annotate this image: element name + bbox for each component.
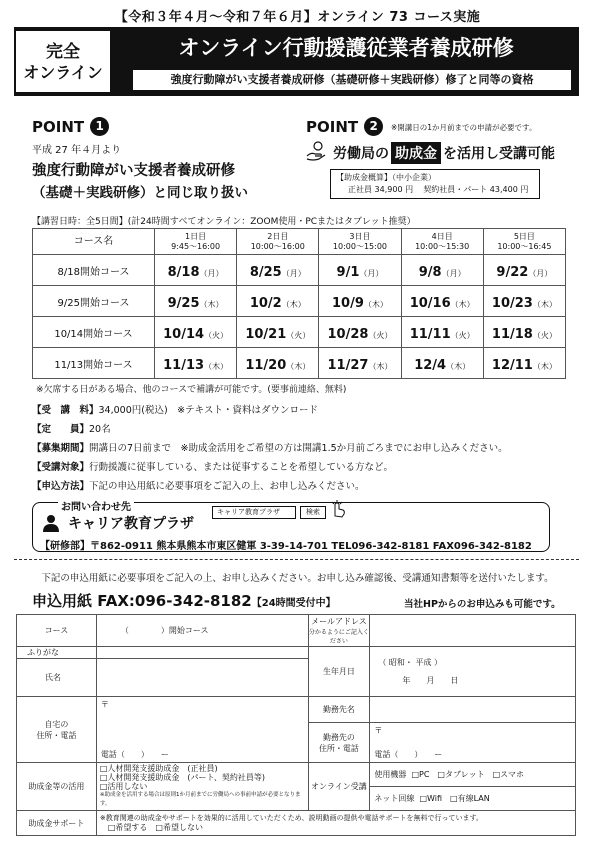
header-tagline: 【令和３年４月～令和７年６月】オンライン 73 コース実施 bbox=[114, 10, 481, 25]
date-cell: 10/14（火） bbox=[155, 317, 237, 348]
date-cell: 10/2（木） bbox=[237, 286, 319, 317]
day-header: 1日目 9:45～16:00 bbox=[155, 229, 237, 255]
course-field[interactable]: （ ）開始コース bbox=[96, 615, 308, 647]
day-header: 4日目 10:00～15:30 bbox=[401, 229, 483, 255]
home-label: 自宅の 住所・電話 bbox=[17, 697, 97, 763]
birth-field[interactable]: （ 昭和・ 平成 ） 年 月 日 bbox=[370, 647, 576, 697]
search-button[interactable]: 検索 bbox=[300, 506, 326, 519]
date-cell: 9/1（月） bbox=[319, 255, 401, 286]
course-name: 10/14開始コース bbox=[33, 317, 155, 348]
fee-line: 【受 講 料】34,000円(税込) ※テキスト・資料はダウンロード bbox=[32, 405, 318, 416]
person-icon bbox=[42, 514, 60, 532]
contact-heading: お問い合わせ先 bbox=[58, 498, 134, 513]
subsidy-amount-box bbox=[330, 169, 540, 199]
work-address-field[interactable]: 〒 電話（ ） ー bbox=[370, 723, 576, 763]
cut-line bbox=[14, 559, 579, 560]
course-name: 9/25開始コース bbox=[33, 286, 155, 317]
email-field[interactable] bbox=[370, 615, 576, 647]
course-name: 11/13開始コース bbox=[33, 348, 155, 379]
table-row bbox=[33, 255, 566, 286]
workplace-field[interactable] bbox=[370, 697, 576, 723]
schedule-caption: 【講習日時：全5日間】(計24時間すべてオンライン：ZOOM使用・PCまたはタブレット推奨） bbox=[32, 217, 416, 227]
target-line: 【受講対象】行動援護に従事している、または従事することを希望している方など。 bbox=[32, 462, 394, 473]
table-row bbox=[33, 317, 566, 348]
network-row[interactable]: ネット回線 □Wifi □有線LAN bbox=[370, 787, 576, 811]
date-cell: 10/9（木） bbox=[319, 286, 401, 317]
birth-label: 生年月日 bbox=[308, 647, 370, 697]
company-name: キャリア教育プラザ bbox=[68, 516, 194, 532]
point2-heading bbox=[306, 117, 383, 136]
date-cell: 11/27（木） bbox=[319, 348, 401, 379]
subsidy-label: 助成金等の活用 bbox=[17, 763, 97, 811]
office-address: 【研修部】〒862-0911 熊本県熊本市東区健軍 3-39-14-701 TEL096-342-8181 FAX096-342-8182 bbox=[40, 541, 532, 552]
date-cell: 11/11（火） bbox=[401, 317, 483, 348]
search-input[interactable]: キャリア教育プラザ bbox=[212, 506, 296, 519]
point2-text-after: を活用し受講可能 bbox=[443, 146, 555, 162]
date-cell: 10/21（火） bbox=[237, 317, 319, 348]
date-cell: 9/22（月） bbox=[483, 255, 565, 286]
furigana-label: ふりがな bbox=[17, 647, 97, 659]
work-address-label: 勤務先の 住所・電話 bbox=[308, 723, 370, 763]
support-label: 助成金サポート bbox=[17, 811, 97, 836]
date-cell: 12/11（木） bbox=[483, 348, 565, 379]
name-field[interactable] bbox=[96, 659, 308, 697]
date-cell: 10/23（木） bbox=[483, 286, 565, 317]
schedule-note: ※欠席する日がある場合、他のコースで補講が可能です。(要事前連絡、無料) bbox=[36, 385, 347, 395]
amount-title: 【助成金概算】（中小企業） bbox=[336, 173, 436, 182]
schedule-header-row bbox=[33, 229, 566, 255]
date-cell: 10/28（火） bbox=[319, 317, 401, 348]
badge-line1: 完全 bbox=[46, 41, 80, 62]
point2-highlight: 助成金 bbox=[391, 142, 441, 164]
course-name: 8/18開始コース bbox=[33, 255, 155, 286]
point1-line2: （基礎＋実践研修）と同じ取り扱い bbox=[32, 185, 248, 201]
cut-note: 下記の申込用紙に必要事項をご記入の上、お申し込みください。お申し込み確認後、受講通知書類等を送付いたします。 bbox=[41, 573, 554, 584]
subsidy-options[interactable]: □人材開発支援助成金 (正社員) □人材開発支援助成金 (パート、契約社員等) □活用しない ※助成金を活用する場合は原則1か月前までに労働局への事前申請が必要となります。 bbox=[96, 763, 308, 811]
point2-label: POINT bbox=[306, 117, 359, 136]
day-header: 3日目 10:00～15:00 bbox=[319, 229, 401, 255]
home-address-field[interactable]: 〒 電話（ ） ー bbox=[96, 697, 308, 763]
amount-contract: 契約社員・パート 43,400 円 bbox=[423, 185, 529, 194]
form-title: 申込用紙 FAX:096-342-8182【24時間受付中】 bbox=[32, 592, 336, 610]
schedule-table bbox=[32, 228, 566, 379]
date-cell: 11/20（木） bbox=[237, 348, 319, 379]
furigana-field[interactable] bbox=[96, 647, 308, 659]
page-title: オンライン行動援護従業者養成研修 bbox=[178, 36, 514, 60]
point2-text-before: 労働局の bbox=[333, 146, 389, 162]
point1-since: 平成 27 年４月より bbox=[32, 145, 122, 156]
point2-note: ※開講日の1か月前までの申請が必要です。 bbox=[391, 123, 537, 132]
period-line: 【募集期間】開講日の7日前まで ※助成金活用をご希望の方は開講1.5か月前ごろまでにお申し込みください。 bbox=[32, 443, 508, 454]
date-cell: 10/16（木） bbox=[401, 286, 483, 317]
table-row bbox=[33, 348, 566, 379]
amount-regular: 正社員 34,900 円 bbox=[348, 185, 414, 194]
point1-line1: 強度行動障がい支援者養成研修 bbox=[32, 163, 235, 179]
course-label: コース bbox=[17, 615, 97, 647]
table-row bbox=[33, 286, 566, 317]
date-cell: 8/18（月） bbox=[155, 255, 237, 286]
pointer-icon bbox=[330, 500, 346, 518]
device-row[interactable]: 使用機器 □PC □タブレット □スマホ bbox=[370, 763, 576, 787]
day-header: 5日目 10:00～16:45 bbox=[483, 229, 565, 255]
date-cell: 11/13（木） bbox=[155, 348, 237, 379]
point1-label: POINT bbox=[32, 117, 85, 136]
point2-number: 2 bbox=[364, 117, 383, 136]
online-label: オンライン受講 bbox=[308, 763, 370, 811]
online-badge bbox=[14, 29, 112, 94]
capacity-line: 【定 員】20名 bbox=[32, 424, 111, 435]
name-label: 氏名 bbox=[17, 659, 97, 697]
application-form bbox=[16, 614, 576, 836]
hp-note: 当社HPからのお申込みも可能です。 bbox=[404, 599, 561, 610]
page-subtitle: 強度行動障がい支援者養成研修（基礎研修＋実践研修）修了と同等の資格 bbox=[132, 69, 572, 91]
point1-heading bbox=[32, 117, 109, 136]
point2-text bbox=[333, 142, 555, 164]
hand-coin-icon bbox=[305, 140, 327, 162]
date-cell: 9/8（月） bbox=[401, 255, 483, 286]
workplace-label: 勤務先名 bbox=[308, 697, 370, 723]
email-label: メールアドレス 分かるようにご記入ください bbox=[308, 615, 370, 647]
date-cell: 11/18（火） bbox=[483, 317, 565, 348]
date-cell: 12/4（木） bbox=[401, 348, 483, 379]
course-name-header: コース名 bbox=[33, 229, 155, 255]
badge-line2: オンライン bbox=[23, 62, 103, 82]
point1-number: 1 bbox=[90, 117, 109, 136]
date-cell: 8/25（月） bbox=[237, 255, 319, 286]
day-header: 2日目 10:00～16:00 bbox=[237, 229, 319, 255]
date-cell: 9/25（木） bbox=[155, 286, 237, 317]
method-line: 【申込方法】下記の申込用紙に必要事項をご記入の上、お申し込みください。 bbox=[32, 481, 365, 492]
support-field[interactable]: ※教育関連の助成金やサポートを効果的に活用していただくため、説明動画の提供や電話サポートを無料で行っています。 □希望する □希望しない bbox=[96, 811, 575, 836]
